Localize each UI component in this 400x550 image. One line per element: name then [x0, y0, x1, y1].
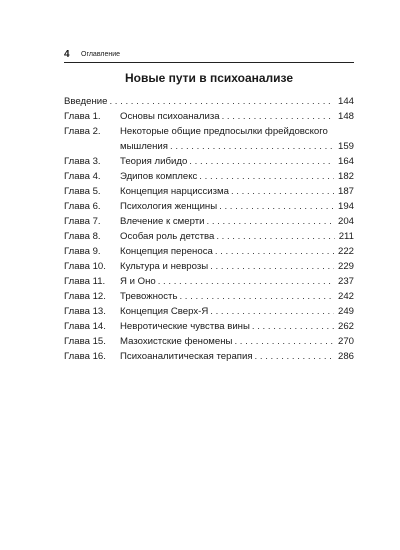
table-of-contents — [64, 94, 354, 364]
dot-leader — [189, 154, 334, 169]
toc-entry-title: Культура и неврозы — [120, 261, 209, 272]
dot-leader — [231, 184, 334, 199]
toc-entry-page: 148 — [337, 111, 354, 122]
toc-entry-label: Глава 12. — [64, 291, 106, 302]
toc-entry-page: 262 — [337, 321, 354, 332]
toc-entry-title: Теория либидо — [120, 156, 188, 167]
toc-entry-label: Глава 11. — [64, 276, 106, 287]
toc-entry-chapter-2 — [64, 124, 354, 154]
toc-entry-title: Эдипов комплекс — [120, 171, 198, 182]
dot-leader — [210, 304, 334, 319]
toc-entry-label: Глава 2. — [64, 126, 101, 137]
toc-entry-chapter-14 — [64, 319, 354, 334]
toc-entry-title: Особая роль детства — [120, 231, 215, 242]
toc-entry-title-line1: Некоторые общие предпосылки фрейдовского — [120, 126, 328, 137]
toc-entry-label: Глава 4. — [64, 171, 101, 182]
toc-entry-page: 222 — [337, 246, 354, 257]
dot-leader — [255, 349, 334, 364]
toc-entry-title: Тревожность — [120, 291, 178, 302]
dot-leader — [234, 334, 334, 349]
toc-entry-chapter-9 — [64, 244, 354, 259]
toc-entry-title: Невротические чувства вины — [120, 321, 250, 332]
toc-entry-chapter-4 — [64, 169, 354, 184]
toc-entry-title: Концепция Сверх-Я — [120, 306, 209, 317]
dot-leader — [206, 214, 334, 229]
toc-entry-introduction — [64, 94, 354, 109]
running-title: Оглавление — [81, 51, 121, 58]
toc-entry-page: 237 — [337, 276, 354, 287]
toc-entry-label: Глава 14. — [64, 321, 106, 332]
toc-entry-chapter-13 — [64, 304, 354, 319]
toc-entry-chapter-8 — [64, 229, 354, 244]
toc-entry-page: 249 — [337, 306, 354, 317]
toc-entry-page: 187 — [337, 186, 354, 197]
toc-entry-page: 229 — [337, 261, 354, 272]
toc-entry-title: Психология женщины — [120, 201, 218, 212]
toc-entry-chapter-15 — [64, 334, 354, 349]
toc-entry-title: Концепция нарциссизма — [120, 186, 229, 197]
toc-entry-label: Глава 9. — [64, 246, 101, 257]
toc-entry-title: Мазохистские феномены — [120, 336, 233, 347]
toc-entry-title: Я и Оно — [120, 276, 156, 287]
toc-entry-page: 159 — [337, 141, 354, 152]
toc-entry-page: 204 — [337, 216, 354, 227]
toc-entry-label: Глава 7. — [64, 216, 101, 227]
dot-leader — [158, 274, 334, 289]
toc-entry-page: 286 — [337, 351, 354, 362]
toc-entry-chapter-1 — [64, 109, 354, 124]
toc-entry-label: Глава 13. — [64, 306, 106, 317]
toc-entry-page: 242 — [337, 291, 354, 302]
toc-entry-chapter-6 — [64, 199, 354, 214]
dot-leader — [219, 199, 334, 214]
toc-entry-label: Глава 8. — [64, 231, 101, 242]
toc-entry-chapter-12 — [64, 289, 354, 304]
toc-entry-title: Основы психоанализа — [120, 111, 220, 122]
toc-entry-label: Глава 1. — [64, 111, 101, 122]
dot-leader — [109, 94, 334, 109]
toc-entry-page: 144 — [337, 96, 354, 107]
dot-leader — [222, 109, 334, 124]
dot-leader — [252, 319, 334, 334]
dot-leader — [216, 229, 334, 244]
toc-entry-page: 270 — [337, 336, 354, 347]
toc-entry-page: 182 — [337, 171, 354, 182]
toc-entry-label: Глава 5. — [64, 186, 101, 197]
toc-entry-chapter-7 — [64, 214, 354, 229]
dot-leader — [215, 244, 334, 259]
toc-entry-label: Глава 15. — [64, 336, 106, 347]
toc-entry-chapter-16 — [64, 349, 354, 364]
toc-entry-page: 211 — [338, 231, 354, 242]
toc-entry-title: Введение — [64, 96, 108, 107]
toc-entry-page: 164 — [337, 156, 354, 167]
dot-leader — [170, 139, 334, 154]
toc-entry-title: Концепция переноса — [120, 246, 213, 257]
toc-entry-title: мышления — [120, 141, 168, 152]
toc-entry-chapter-11 — [64, 274, 354, 289]
dot-leader — [199, 169, 334, 184]
toc-entry-title: Влечение к смерти — [120, 216, 205, 227]
section-title: Новые пути в психоанализе — [124, 71, 294, 85]
toc-entry-label: Глава 6. — [64, 201, 101, 212]
toc-entry-chapter-3 — [64, 154, 354, 169]
running-header — [64, 48, 354, 63]
toc-entry-title: Психоаналитическая терапия — [120, 351, 253, 362]
dot-leader — [210, 259, 334, 274]
toc-entry-label: Глава 10. — [64, 261, 106, 272]
toc-entry-page: 194 — [337, 201, 354, 212]
page-number: 4 — [64, 49, 70, 60]
toc-entry-chapter-5 — [64, 184, 354, 199]
toc-entry-label: Глава 3. — [64, 156, 101, 167]
toc-entry-label: Глава 16. — [64, 351, 106, 362]
dot-leader — [179, 289, 334, 304]
toc-entry-chapter-10 — [64, 259, 354, 274]
